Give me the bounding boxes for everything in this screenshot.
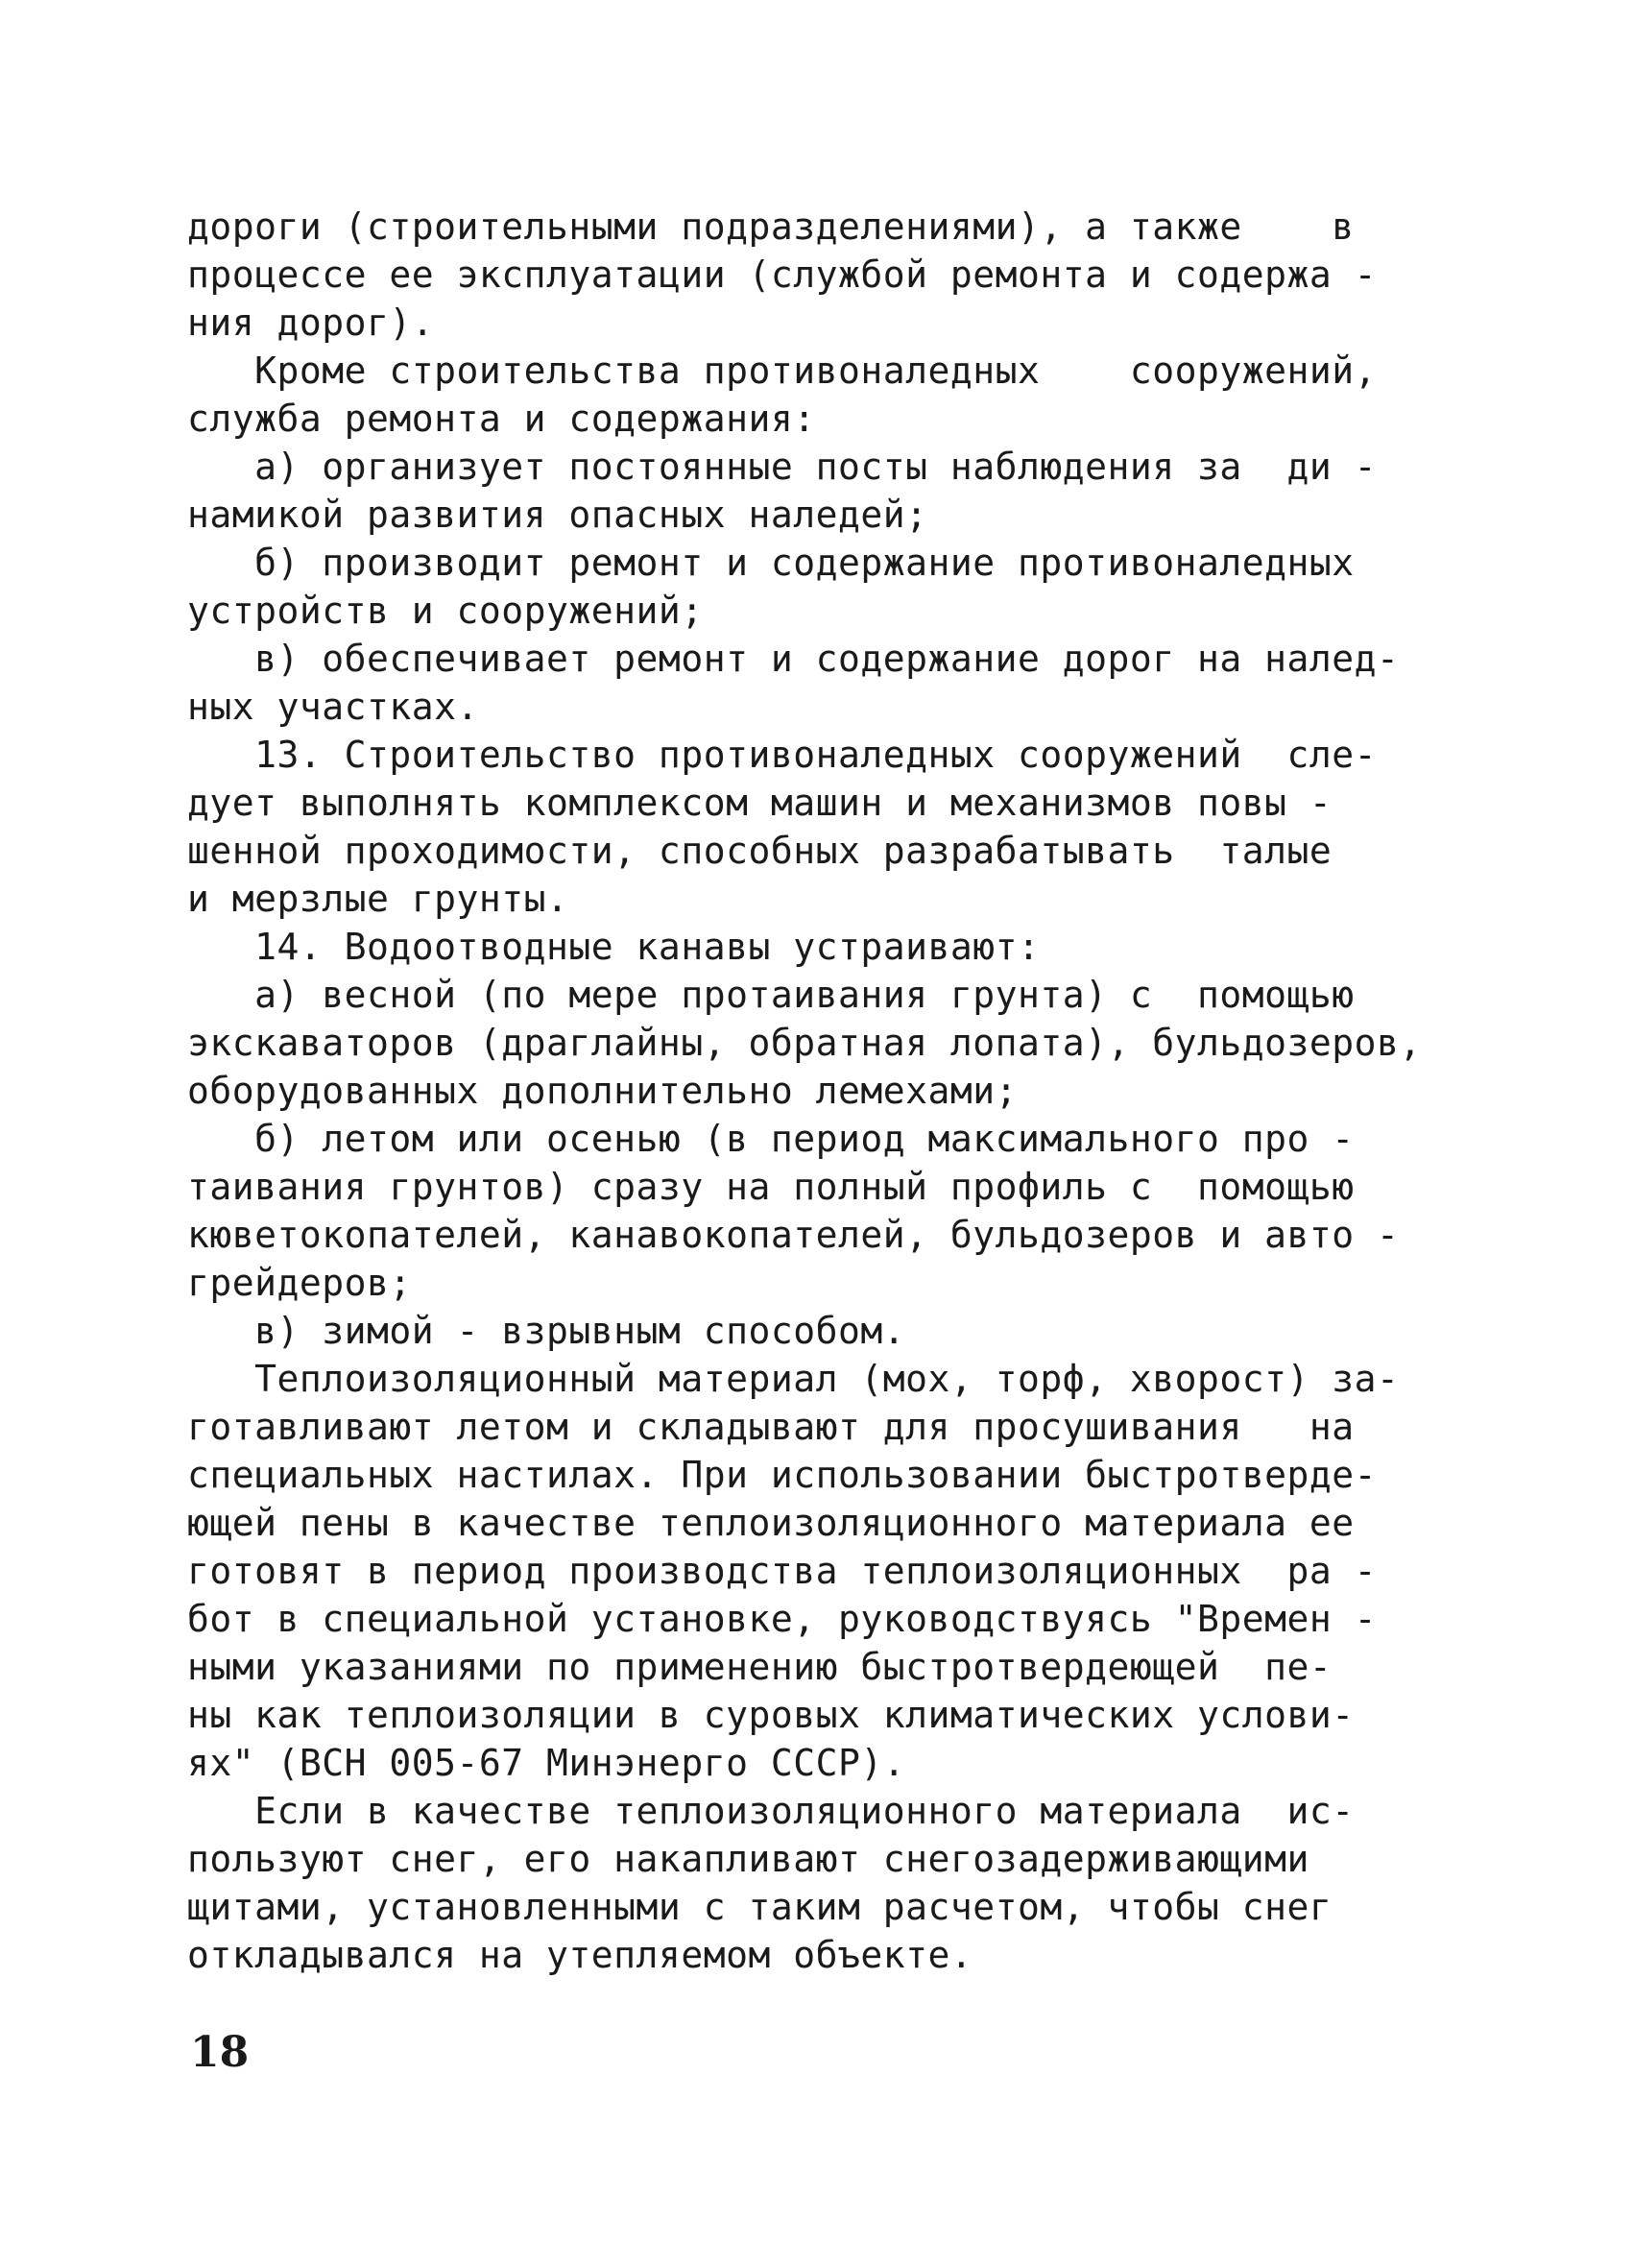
text-line: в) зимой - взрывным способом. [187, 1310, 906, 1352]
text-line: 14. Водоотводные канавы устраивают: [187, 926, 1041, 968]
text-line: кюветокопателей, канавокопателей, бульдозеров и авто - [187, 1214, 1400, 1256]
text-line: Кроме строительства противоналедных сооружений, [187, 350, 1378, 392]
text-line: бот в специальной установке, руководствуясь "Времен - [187, 1598, 1378, 1640]
text-line: ющей пены в качестве теплоизоляционного материала ее [187, 1502, 1355, 1544]
text-line: и мерзлые грунты. [187, 878, 569, 920]
text-line: Если в качестве теплоизоляционного материала ис- [187, 1790, 1355, 1832]
text-line: Теплоизоляционный материал (мох, торф, хворост) за- [187, 1358, 1400, 1400]
text-line: готавливают летом и складывают для просушивания на [187, 1406, 1355, 1448]
text-line: экскаваторов (драглайны, обратная лопата), бульдозеров, [187, 1022, 1422, 1064]
text-line: ния дорог). [187, 302, 435, 344]
text-line: ных участках. [187, 686, 479, 728]
text-line: дует выполнять комплексом машин и механизмов повы - [187, 782, 1333, 824]
text-line: ны как теплоизоляции в суровых климатических услови- [187, 1694, 1355, 1736]
text-line: грейдеров; [187, 1262, 412, 1304]
text-line: готовят в период производства теплоизоляционных ра - [187, 1550, 1378, 1592]
text-line: служба ремонта и содержания: [187, 398, 816, 440]
text-line: а) организует постоянные посты наблюдения за ди - [187, 446, 1378, 488]
text-line: шенной проходимости, способных разрабатывать талые [187, 830, 1333, 872]
text-line: откладывался на утепляемом объекте. [187, 1934, 973, 1976]
text-line: намикой развития опасных наледей; [187, 494, 928, 536]
text-line: 13. Строительство противоналедных сооружений сле- [187, 734, 1378, 776]
text-line: в) обеспечивает ремонт и содержание дорог на налед- [187, 638, 1400, 680]
text-line: таивания грунтов) сразу на полный профиль с помощью [187, 1166, 1355, 1208]
page-number: 18 [190, 2028, 250, 2077]
text-line: процессе ее эксплуатации (службой ремонта и содержа - [187, 253, 1378, 296]
text-line: пользуют снег, его накапливают снегозадерживающими [187, 1838, 1309, 1880]
text-line: устройств и сооружений; [187, 590, 704, 632]
text-line: дороги (строительными подразделениями), а также в [187, 205, 1355, 248]
text-line: а) весной (по мере протаивания грунта) с помощью [187, 974, 1355, 1016]
text-line: ными указаниями по применению быстротвердеющей пе- [187, 1646, 1333, 1688]
text-line: б) производит ремонт и содержание противоналедных [187, 542, 1355, 584]
text-line: щитами, установленными с таким расчетом, чтобы снег [187, 1886, 1333, 1928]
text-line: специальных настилах. При использовании быстротверде- [187, 1454, 1378, 1496]
text-line: оборудованных дополнительно лемехами; [187, 1070, 1018, 1112]
text-line: ях" (ВСН 005-67 Минэнерго СССР). [187, 1742, 906, 1784]
text-line: б) летом или осенью (в период максимального про - [187, 1118, 1355, 1160]
